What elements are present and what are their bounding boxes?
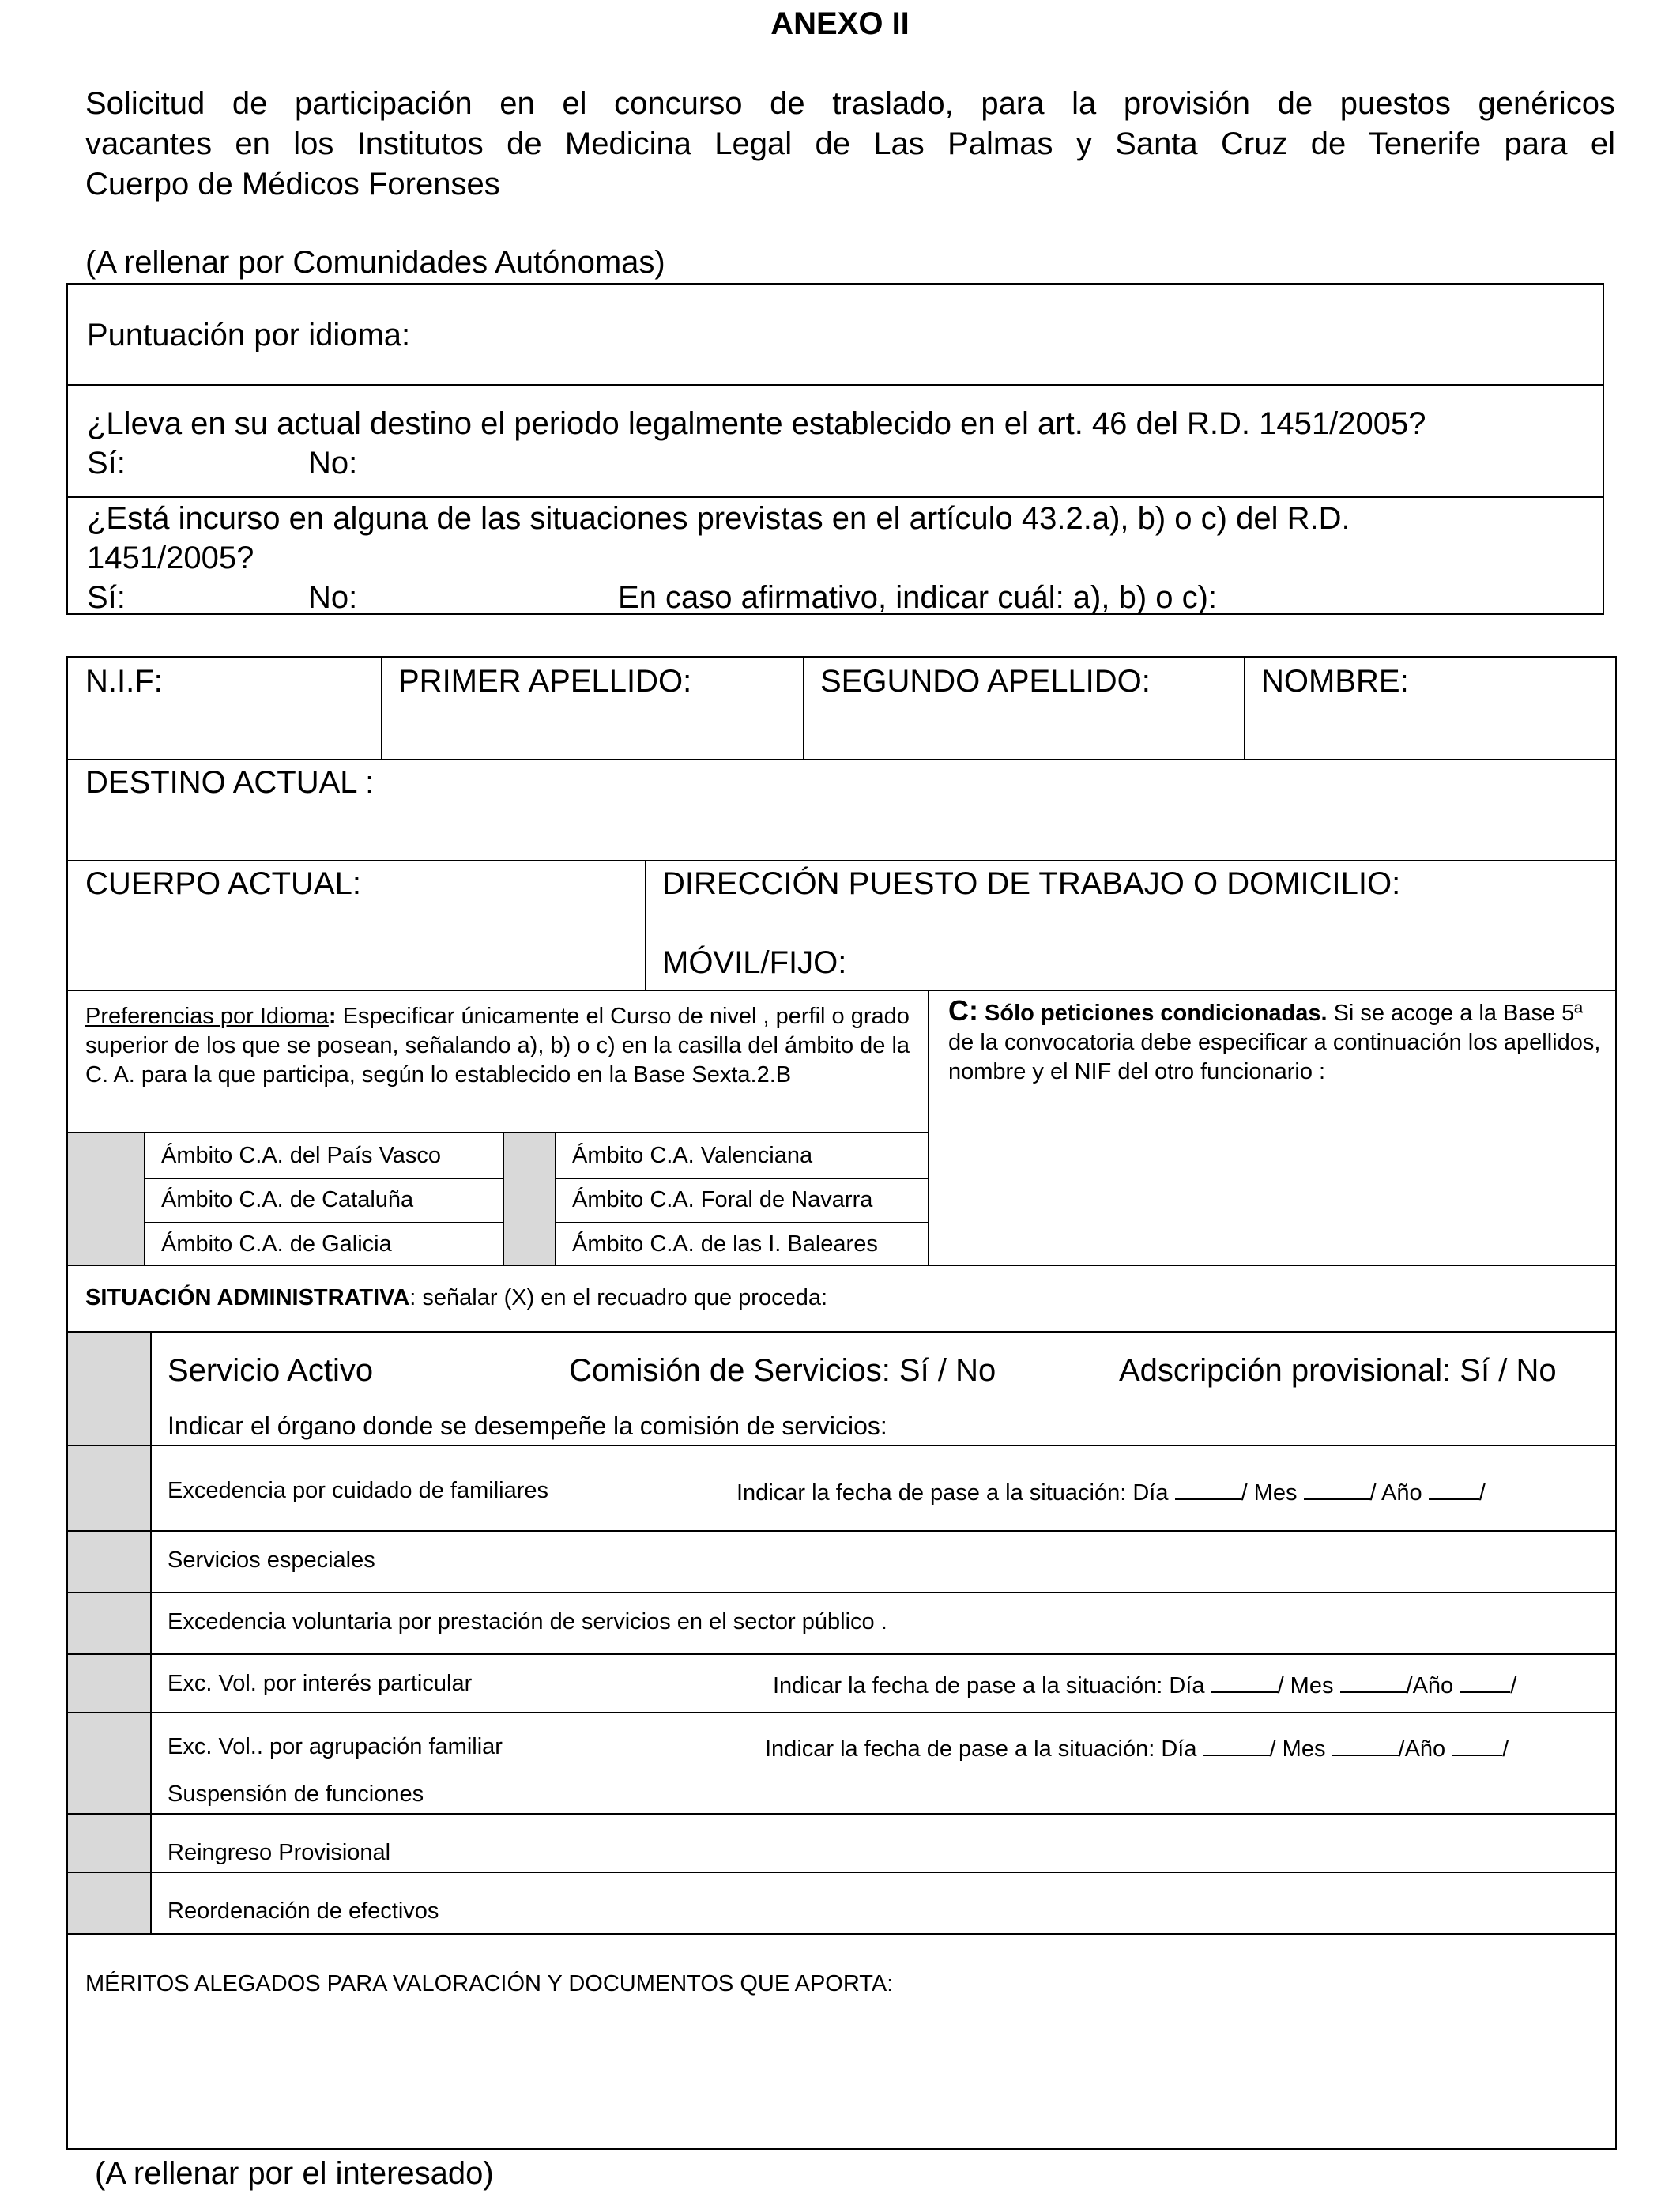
divider bbox=[68, 496, 1603, 498]
excedencia-voluntaria-label: Excedencia voluntaria por prestación de servicios en el sector público . bbox=[168, 1609, 887, 1634]
situacion-checkbox-agrupacion-familiar[interactable] bbox=[68, 1713, 150, 1813]
mes-blank[interactable] bbox=[1340, 1672, 1407, 1693]
nif-field[interactable]: N.I.F: bbox=[85, 664, 163, 699]
dia-blank[interactable] bbox=[1175, 1480, 1241, 1500]
indicar-organo-label: Indicar el órgano donde se desempeñe la comisión de servicios: bbox=[168, 1412, 887, 1440]
adscripcion-label: Adscripción provisional: Sí / No bbox=[1119, 1353, 1557, 1388]
anio-blank[interactable] bbox=[1460, 1672, 1510, 1693]
cuerpo-actual-field[interactable]: CUERPO ACTUAL: bbox=[85, 866, 361, 901]
reingreso-label: Reingreso Provisional bbox=[168, 1840, 391, 1865]
comision-label: Comisión de Servicios: Sí / No bbox=[569, 1353, 996, 1388]
situacion-checkbox-excedencia-voluntaria[interactable] bbox=[68, 1593, 150, 1653]
agrupacion-familiar-label: Exc. Vol.. por agrupación familiar bbox=[168, 1734, 503, 1759]
situacion-checkbox-reingreso[interactable] bbox=[68, 1815, 150, 1872]
fecha-pase-field[interactable]: Indicar la fecha de pase a la situación: Día / Mes /Año / bbox=[773, 1673, 1517, 1698]
situacion-checkbox-servicio-activo[interactable] bbox=[68, 1333, 150, 1445]
ambito-label: Ámbito C.A. Foral de Navarra bbox=[572, 1187, 873, 1212]
puntuacion-label: Puntuación por idioma: bbox=[87, 318, 411, 352]
ccaa-note: (A rellenar por Comunidades Autónomas) bbox=[85, 245, 665, 280]
preferencias-text: Preferencias por Idioma: Especificar únicamente el Curso de nivel , perfil o grado superior de los que se posean, señalando a), b) o c) en la casilla del ámbito de la C. A. para la que participa, según lo establecido en la Base Sexta.2.B bbox=[85, 1004, 910, 1088]
interes-particular-label: Exc. Vol. por interés particular bbox=[168, 1671, 473, 1696]
reordenacion-label: Reordenación de efectivos bbox=[168, 1898, 439, 1924]
direccion-field[interactable]: DIRECCIÓN PUESTO DE TRABAJO O DOMICILIO: bbox=[662, 866, 1401, 901]
ambito-label: Ámbito C.A. de Galicia bbox=[161, 1231, 392, 1257]
mes-blank[interactable] bbox=[1332, 1736, 1399, 1756]
ambito-label: Ámbito C.A. del País Vasco bbox=[161, 1143, 442, 1168]
condicionadas-text: C: Sólo peticiones condicionadas. Si se acoge a la Base 5ª de la convocatoria debe especificar a continuación los apellidos, nombre y el NIF del otro funcionario : bbox=[948, 994, 1601, 1084]
meritos-label: MÉRITOS ALEGADOS PARA VALORACIÓN Y DOCUMENTOS QUE APORTA: bbox=[85, 1971, 894, 1996]
intro-paragraph bbox=[85, 84, 1615, 205]
anio-blank[interactable] bbox=[1452, 1736, 1502, 1756]
situacion-checkbox-reordenacion[interactable] bbox=[68, 1873, 150, 1933]
intro-line-2: vacantes en los Institutos de Medicina Legal de Las Palmas y Santa Cruz de Tenerife para el bbox=[85, 126, 1615, 161]
condicionadas-heading: Sólo peticiones condicionadas. bbox=[978, 1001, 1328, 1026]
ambito-checkbox-navarra[interactable] bbox=[503, 1179, 555, 1222]
ambito-checkbox-galicia[interactable] bbox=[68, 1223, 144, 1265]
situacion-heading: SITUACIÓN ADMINISTRATIVA: señalar (X) en el recuadro que proceda: bbox=[85, 1285, 828, 1310]
destino-actual-field[interactable]: DESTINO ACTUAL : bbox=[85, 765, 375, 800]
intro-line-3: Cuerpo de Médicos Forenses bbox=[85, 167, 500, 202]
ambito-label: Ámbito C.A. de Cataluña bbox=[161, 1187, 414, 1212]
ambito-checkbox-valenciana[interactable] bbox=[503, 1133, 555, 1178]
dia-blank[interactable] bbox=[1203, 1736, 1270, 1756]
anio-blank[interactable] bbox=[1429, 1480, 1479, 1500]
servicios-especiales-label: Servicios especiales bbox=[168, 1547, 375, 1573]
q2-no[interactable]: No: bbox=[308, 580, 358, 615]
excedencia-familiares-label: Excedencia por cuidado de familiares bbox=[168, 1478, 548, 1503]
fecha-pase-field[interactable]: Indicar la fecha de pase a la situación: Día / Mes / Año / bbox=[736, 1480, 1486, 1506]
q1-text: ¿Lleva en su actual destino el periodo legalmente establecido en el art. 46 del R.D. 1451/2005? bbox=[87, 406, 1426, 441]
ccaa-box bbox=[66, 283, 1604, 615]
situacion-checkbox-servicios-especiales[interactable] bbox=[68, 1532, 150, 1592]
q2-caso: En caso afirmativo, indicar cuál: a), b) o c): bbox=[618, 580, 1218, 615]
situacion-checkbox-interes-particular[interactable] bbox=[68, 1655, 150, 1712]
intro-line-1: Solicitud de participación en el concurso de traslado, para la provisión de puestos genéricos bbox=[85, 86, 1615, 121]
segundo-apellido-field[interactable]: SEGUNDO APELLIDO: bbox=[820, 664, 1151, 699]
nombre-field[interactable]: NOMBRE: bbox=[1261, 664, 1409, 699]
movil-field[interactable]: MÓVIL/FIJO: bbox=[662, 945, 847, 980]
ambito-label: Ámbito C.A. Valenciana bbox=[572, 1143, 813, 1168]
ambito-checkbox-cataluna[interactable] bbox=[68, 1179, 144, 1222]
applicant-form bbox=[66, 656, 1617, 2150]
suspension-label: Suspensión de funciones bbox=[168, 1781, 424, 1807]
interesado-note: (A rellenar por el interesado) bbox=[95, 2156, 494, 2191]
page-title: ANEXO II bbox=[770, 6, 910, 41]
q1-si[interactable]: Sí: bbox=[87, 446, 126, 481]
fecha-pase-field[interactable]: Indicar la fecha de pase a la situación: Día / Mes /Año / bbox=[765, 1736, 1509, 1762]
situacion-checkbox-excedencia-familiares[interactable] bbox=[68, 1446, 150, 1530]
ambito-checkbox-pais-vasco[interactable] bbox=[68, 1133, 144, 1178]
condicionadas-c: C: bbox=[948, 994, 978, 1027]
preferencias-heading: Preferencias por Idioma bbox=[85, 1004, 329, 1029]
divider bbox=[68, 384, 1603, 386]
dia-blank[interactable] bbox=[1211, 1672, 1278, 1693]
q2-text-line1: ¿Está incurso en alguna de las situaciones previstas en el artículo 43.2.a), b) o c) del R.D. bbox=[87, 501, 1350, 536]
q2-text-line2: 1451/2005? bbox=[87, 541, 254, 575]
q2-si[interactable]: Sí: bbox=[87, 580, 126, 615]
ambito-label: Ámbito C.A. de las I. Baleares bbox=[572, 1231, 878, 1257]
mes-blank[interactable] bbox=[1304, 1480, 1370, 1500]
q1-no[interactable]: No: bbox=[308, 446, 358, 481]
servicio-activo-label: Servicio Activo bbox=[168, 1353, 374, 1388]
ambito-checkbox-baleares[interactable] bbox=[503, 1223, 555, 1265]
primer-apellido-field[interactable]: PRIMER APELLIDO: bbox=[398, 664, 692, 699]
meritos-field[interactable] bbox=[68, 1935, 1615, 2150]
